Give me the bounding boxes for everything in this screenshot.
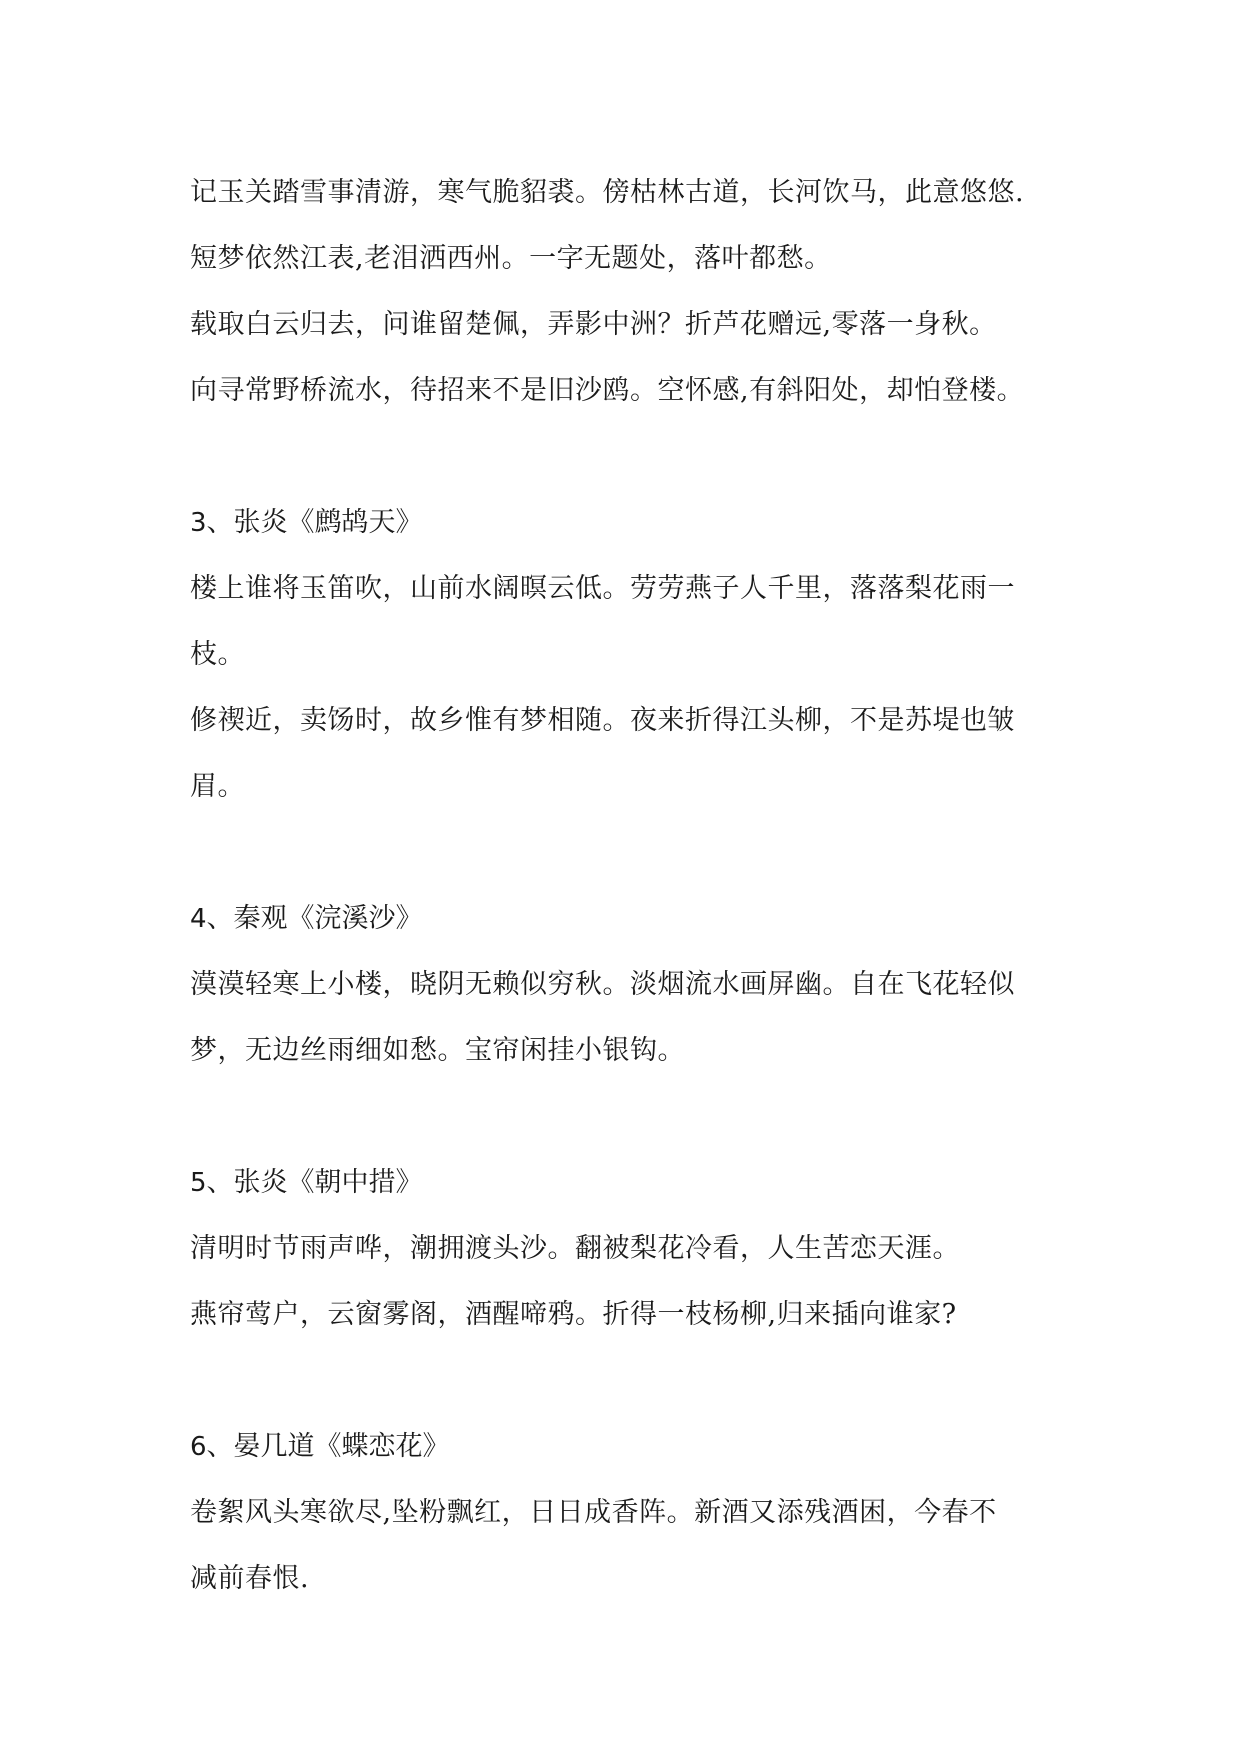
poem-line: 短梦依然江表,老泪洒西州。一字无题处，落叶都愁。 <box>190 243 832 274</box>
poem-line: 枝。 <box>190 639 245 670</box>
poem-line: 卷絮风头寒欲尽,坠粉飘红，日日成香阵。新酒又添残酒困，今春不 <box>190 1497 997 1528</box>
poem-heading <box>190 886 1080 952</box>
poem-line: 梦，无边丝雨细如愁。宝帘闲挂小银钩。 <box>190 1035 685 1066</box>
poem-line: 载取白云归去，问谁留楚佩，弄影中洲？折芦花赠远,零落一身秋。 <box>190 309 997 340</box>
poem-section-5 <box>190 1150 1080 1348</box>
poem-line: 向寻常野桥流水，待招来不是旧沙鸥。空怀感,有斜阳处，却怕登楼。 <box>190 375 1025 406</box>
poem-section-6 <box>190 1414 1080 1612</box>
poem-number-separator: 、 <box>206 1431 234 1462</box>
poem-section-4 <box>190 886 1080 1084</box>
poem-line: 记玉关踏雪事清游，寒气脆貂裘。傍枯林古道，长河饮马，此意悠悠. <box>190 177 1025 208</box>
poem-continuation <box>190 160 1080 424</box>
poem-number: 4 <box>190 904 207 934</box>
poem-line: 眉。 <box>190 771 245 802</box>
section-gap <box>190 1348 1080 1414</box>
poem-heading <box>190 1414 1080 1480</box>
poem-line: 燕帘莺户，云窗雾阁，酒醒啼鸦。折得一枝杨柳,归来插向谁家? <box>190 1299 957 1330</box>
document-body <box>190 160 1080 1612</box>
poem-heading <box>190 490 1080 556</box>
poem-section-3 <box>190 490 1080 820</box>
section-gap <box>190 1084 1080 1150</box>
poem-number: 3 <box>190 508 207 538</box>
poem-line: 清明时节雨声哗，潮拥渡头沙。翻被梨花冷看，人生苦恋天涯。 <box>190 1233 960 1264</box>
poem-line: 减前春恨. <box>190 1563 310 1594</box>
poem-number-separator: 、 <box>206 903 234 934</box>
poem-title: 秦观《浣溪沙》 <box>233 903 423 934</box>
poem-title: 张炎《鹧鸪天》 <box>233 507 423 538</box>
poem-title: 晏几道《蝶恋花》 <box>233 1431 450 1462</box>
poem-title: 张炎《朝中措》 <box>233 1167 423 1198</box>
poem-line: 漠漠轻寒上小楼，晓阴无赖似穷秋。淡烟流水画屏幽。自在飞花轻似 <box>190 969 1015 1000</box>
poem-line: 楼上谁将玉笛吹，山前水阔暝云低。劳劳燕子人千里，落落梨花雨一 <box>190 573 1015 604</box>
poem-number: 6 <box>190 1432 207 1462</box>
section-gap <box>190 820 1080 886</box>
poem-line: 修禊近，卖饧时，故乡惟有梦相随。夜来折得江头柳，不是苏堤也皱 <box>190 705 1015 736</box>
poem-number: 5 <box>190 1168 207 1198</box>
poem-number-separator: 、 <box>206 507 234 538</box>
section-gap <box>190 424 1080 490</box>
poem-heading <box>190 1150 1080 1216</box>
poem-number-separator: 、 <box>206 1167 234 1198</box>
